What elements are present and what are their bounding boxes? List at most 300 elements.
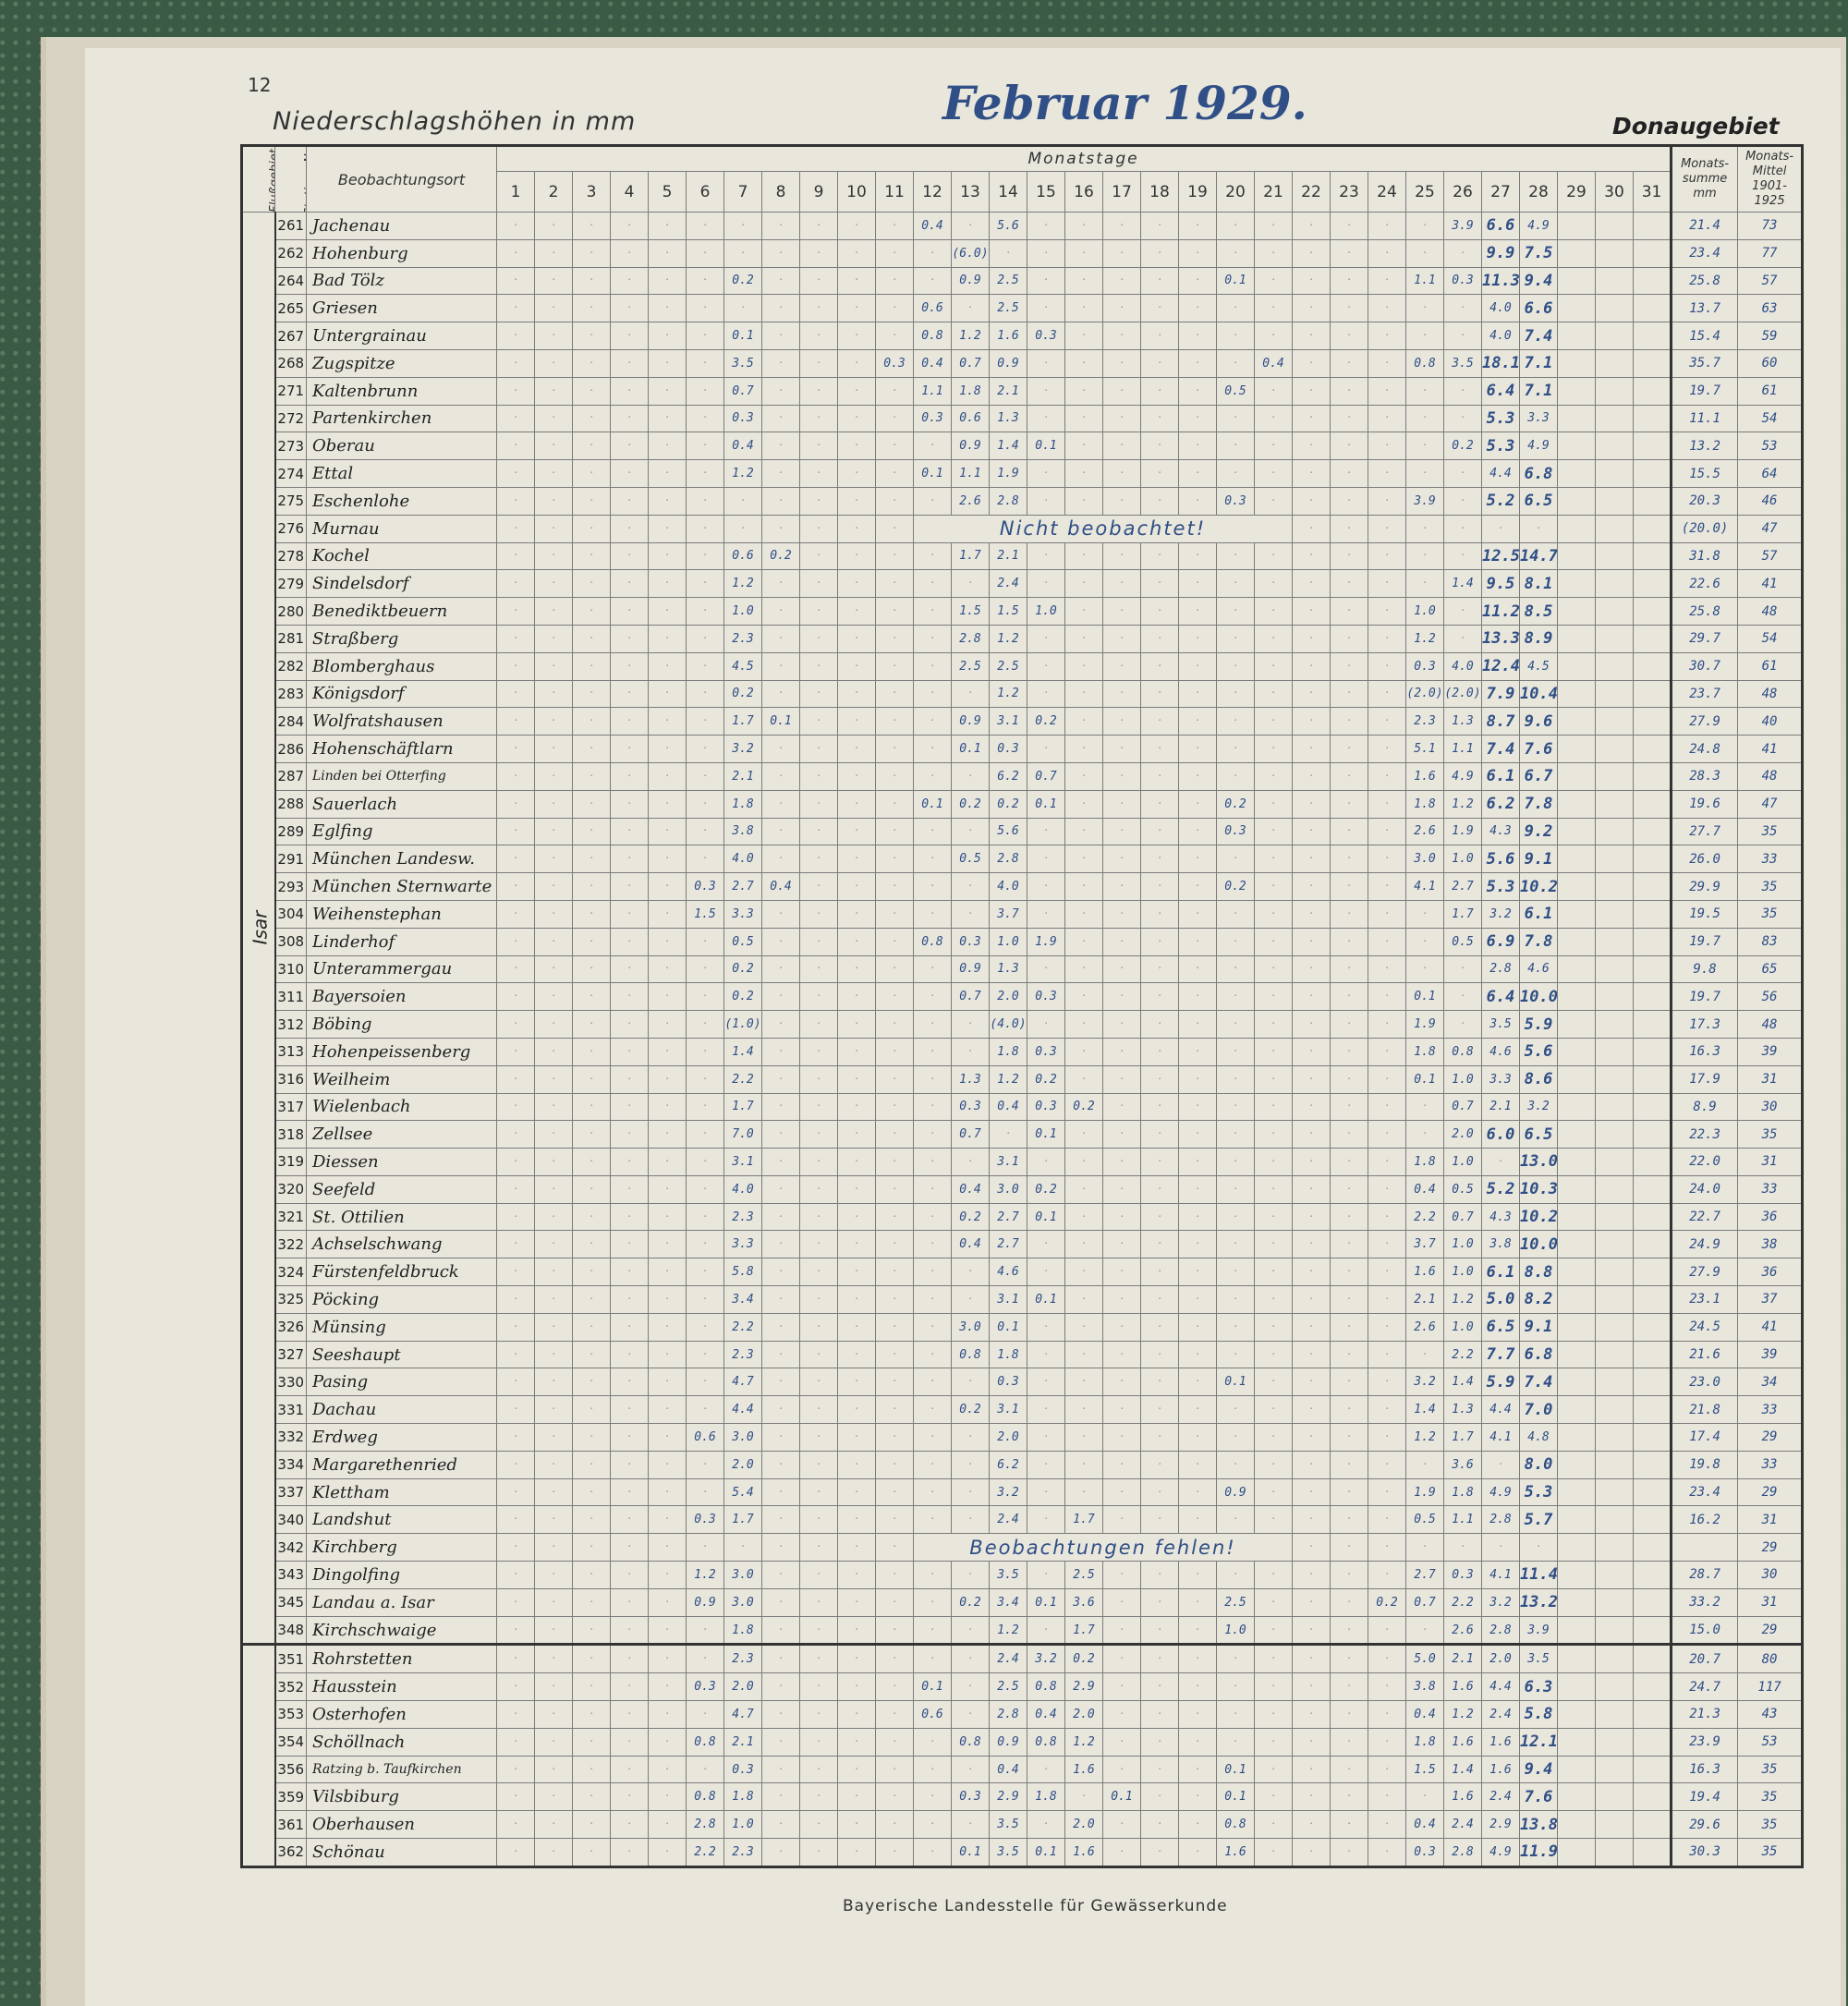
day-cell: ·: [1065, 873, 1103, 901]
day-cell: ·: [1406, 460, 1444, 488]
day-cell: ·: [573, 267, 611, 295]
day-cell: 10.2: [1520, 1203, 1558, 1231]
day-cell: ·: [649, 1121, 687, 1149]
station-name: Sindelsdorf: [307, 570, 497, 598]
day-cell: [1634, 1065, 1672, 1093]
day-cell: ·: [687, 515, 724, 542]
day-cell: ·: [1141, 1451, 1179, 1478]
day-cell: ·: [611, 1121, 649, 1149]
station-name: Weilheim: [307, 1065, 497, 1093]
day-cell: ·: [1179, 349, 1217, 377]
station-name: Eglfing: [307, 818, 497, 845]
day-cell: ·: [1065, 267, 1103, 295]
monthly-sum: 27.7: [1672, 818, 1738, 845]
day-cell: ·: [1217, 1341, 1255, 1368]
day-cell: [1558, 322, 1596, 350]
day-cell: ·: [1027, 955, 1065, 983]
day-cell: 2.0: [1065, 1811, 1103, 1839]
table-row: [242, 1839, 1803, 1867]
day-cell: 1.1: [1406, 267, 1444, 295]
day-cell: [1634, 1011, 1672, 1039]
day-cell: ·: [1179, 762, 1217, 790]
day-cell: 1.0: [990, 928, 1027, 955]
day-cell: ·: [838, 1756, 876, 1783]
day-cell: ·: [762, 239, 800, 267]
day-cell: [1558, 1534, 1596, 1562]
day-cell: 0.4: [990, 1093, 1027, 1121]
day-cell: ·: [1331, 267, 1368, 295]
station-number: 325: [275, 1286, 307, 1314]
day-cell: ·: [1065, 1313, 1103, 1341]
day-cell: ·: [762, 1673, 800, 1701]
day-cell: ·: [1103, 1149, 1141, 1176]
day-cell: ·: [1255, 570, 1293, 598]
day-cell: 12.1: [1520, 1728, 1558, 1756]
day-cell: 0.4: [914, 349, 952, 377]
day-cell: ·: [535, 432, 573, 460]
monthly-sum: 24.5: [1672, 1313, 1738, 1341]
day-cell: ·: [649, 432, 687, 460]
day-cell: ·: [876, 1811, 914, 1839]
day-cell: ·: [1331, 1011, 1368, 1039]
day-cell: ·: [535, 680, 573, 708]
station-name: Ratzing b. Taufkirchen: [307, 1756, 497, 1783]
day-cell: ·: [611, 515, 649, 542]
station-name: Wielenbach: [307, 1093, 497, 1121]
monthly-mean: 31: [1738, 1506, 1803, 1534]
day-cell: ·: [1179, 708, 1217, 736]
day-cell: ·: [1255, 1011, 1293, 1039]
day-cell: ·: [1141, 1424, 1179, 1452]
day-cell: 2.6: [952, 487, 990, 515]
day-cell: 2.2: [724, 1313, 762, 1341]
day-cell: ·: [1255, 1149, 1293, 1176]
day-cell: ·: [1293, 295, 1331, 322]
day-cell: 4.0: [724, 845, 762, 873]
day-cell: 3.4: [724, 1286, 762, 1314]
monthly-sum: 23.9: [1672, 1728, 1738, 1756]
day-cell: ·: [1255, 625, 1293, 652]
station-number: 274: [275, 460, 307, 488]
day-cell: ·: [611, 652, 649, 680]
day-cell: ·: [1217, 900, 1255, 928]
day-cell: 7.1: [1520, 377, 1558, 405]
day-cell: ·: [1331, 1616, 1368, 1645]
day-cell: 2.6: [1406, 1313, 1444, 1341]
day-cell: 0.1: [762, 708, 800, 736]
day-cell: ·: [1368, 1839, 1406, 1867]
monthly-mean: 29: [1738, 1534, 1803, 1562]
day-cell: 10.2: [1520, 873, 1558, 901]
day-cell: ·: [1179, 542, 1217, 570]
day-cell: ·: [1065, 1258, 1103, 1286]
day-cell: ·: [952, 1673, 990, 1701]
day-cell: ·: [838, 762, 876, 790]
monthly-sum: 21.4: [1672, 213, 1738, 240]
day-cell: ·: [1103, 542, 1141, 570]
day-cell: ·: [1368, 1396, 1406, 1424]
day-cell: 1.9: [990, 460, 1027, 488]
day-cell: [1596, 736, 1634, 763]
day-cell: 1.9: [1444, 818, 1482, 845]
monthly-sum: 21.8: [1672, 1396, 1738, 1424]
day-cell: ·: [876, 322, 914, 350]
day-cell: ·: [724, 515, 762, 542]
day-cell: ·: [687, 983, 724, 1011]
day-cell: 0.7: [1444, 1203, 1482, 1231]
header-day-17: 17: [1103, 172, 1141, 213]
day-cell: 3.2: [1406, 1368, 1444, 1396]
day-cell: ·: [573, 1451, 611, 1478]
day-cell: 9.4: [1520, 1756, 1558, 1783]
day-cell: ·: [611, 1424, 649, 1452]
day-cell: 0.2: [1027, 1175, 1065, 1203]
day-cell: [1558, 1313, 1596, 1341]
day-cell: 0.2: [724, 983, 762, 1011]
table-row: [242, 1258, 1803, 1286]
station-number: 342: [275, 1534, 307, 1562]
day-cell: (2.0): [1444, 680, 1482, 708]
day-cell: ·: [838, 708, 876, 736]
day-cell: ·: [800, 736, 838, 763]
day-cell: ·: [1027, 542, 1065, 570]
day-cell: ·: [1255, 1616, 1293, 1645]
monthly-mean: 65: [1738, 955, 1803, 983]
day-cell: ·: [649, 487, 687, 515]
day-cell: ·: [914, 598, 952, 626]
day-cell: ·: [876, 1396, 914, 1424]
day-cell: 1.6: [1444, 1728, 1482, 1756]
day-cell: ·: [687, 762, 724, 790]
day-cell: ·: [1141, 598, 1179, 626]
day-cell: ·: [497, 1728, 535, 1756]
day-cell: ·: [1331, 762, 1368, 790]
day-cell: 0.5: [1217, 377, 1255, 405]
day-cell: [1596, 1588, 1634, 1616]
day-cell: [1596, 598, 1634, 626]
day-cell: 0.6: [914, 295, 952, 322]
day-cell: ·: [1065, 1451, 1103, 1478]
day-cell: ·: [1368, 1673, 1406, 1701]
day-cell: ·: [876, 213, 914, 240]
day-cell: ·: [1103, 1451, 1141, 1478]
header-day-11: 11: [876, 172, 914, 213]
day-cell: ·: [535, 955, 573, 983]
header-left: Niederschlagshöhen in mm: [273, 107, 637, 136]
day-cell: 0.1: [724, 322, 762, 350]
day-cell: ·: [1217, 598, 1255, 626]
day-cell: ·: [1331, 1506, 1368, 1534]
day-cell: ·: [1179, 790, 1217, 818]
station-number: 293: [275, 873, 307, 901]
day-cell: 1.2: [724, 570, 762, 598]
day-cell: ·: [1027, 845, 1065, 873]
day-cell: ·: [1103, 267, 1141, 295]
day-cell: ·: [573, 295, 611, 322]
day-cell: ·: [573, 1396, 611, 1424]
day-cell: ·: [1368, 762, 1406, 790]
day-cell: 0.4: [724, 432, 762, 460]
day-cell: ·: [687, 1258, 724, 1286]
station-number: 318: [275, 1121, 307, 1149]
day-cell: ·: [876, 515, 914, 542]
day-cell: 4.1: [1482, 1424, 1520, 1452]
day-cell: 0.1: [1103, 1783, 1141, 1811]
day-cell: ·: [1179, 487, 1217, 515]
header-day-6: 6: [687, 172, 724, 213]
day-cell: 4.5: [1520, 652, 1558, 680]
day-cell: 3.1: [990, 1286, 1027, 1314]
day-cell: ·: [611, 1396, 649, 1424]
page-title: Februar 1929.: [942, 76, 1307, 130]
day-cell: ·: [1331, 1478, 1368, 1506]
day-cell: ·: [762, 405, 800, 432]
station-name: Bayersoien: [307, 983, 497, 1011]
day-cell: ·: [687, 1451, 724, 1478]
day-cell: 4.0: [1482, 322, 1520, 350]
day-cell: ·: [990, 1121, 1027, 1149]
day-cell: ·: [1255, 1231, 1293, 1258]
day-cell: 1.8: [1027, 1783, 1065, 1811]
day-cell: ·: [1331, 1231, 1368, 1258]
day-cell: ·: [1293, 845, 1331, 873]
day-cell: ·: [611, 1478, 649, 1506]
day-cell: ·: [838, 983, 876, 1011]
day-cell: ·: [687, 1313, 724, 1341]
day-cell: ·: [800, 1562, 838, 1589]
day-cell: ·: [1444, 542, 1482, 570]
day-cell: 4.4: [724, 1396, 762, 1424]
day-cell: ·: [649, 1701, 687, 1729]
station-name: Kirchschwaige: [307, 1616, 497, 1645]
day-cell: ·: [1141, 1175, 1179, 1203]
day-cell: 0.4: [952, 1175, 990, 1203]
day-cell: ·: [497, 1038, 535, 1065]
day-cell: ·: [497, 267, 535, 295]
day-cell: ·: [1027, 1811, 1065, 1839]
day-cell: ·: [1217, 955, 1255, 983]
day-cell: ·: [838, 1534, 876, 1562]
day-cell: ·: [876, 1839, 914, 1867]
day-cell: ·: [1065, 1203, 1103, 1231]
day-cell: 4.6: [990, 1258, 1027, 1286]
day-cell: ·: [762, 598, 800, 626]
day-cell: 8.8: [1520, 1258, 1558, 1286]
station-number: 278: [275, 542, 307, 570]
day-cell: ·: [838, 405, 876, 432]
day-cell: ·: [611, 1175, 649, 1203]
table-row: [242, 1038, 1803, 1065]
day-cell: ·: [1103, 983, 1141, 1011]
day-cell: 7.8: [1520, 790, 1558, 818]
day-cell: 0.6: [914, 1701, 952, 1729]
day-cell: ·: [1255, 652, 1293, 680]
table-row: [242, 1616, 1803, 1645]
day-cell: ·: [1331, 1396, 1368, 1424]
day-cell: 2.0: [1444, 1121, 1482, 1149]
day-cell: ·: [1103, 818, 1141, 845]
header-day-18: 18: [1141, 172, 1179, 213]
day-cell: 0.3: [687, 1673, 724, 1701]
day-cell: 0.3: [990, 1368, 1027, 1396]
day-cell: 0.4: [1027, 1701, 1065, 1729]
day-cell: ·: [573, 736, 611, 763]
day-cell: 2.1: [724, 762, 762, 790]
monthly-sum: 24.0: [1672, 1175, 1738, 1203]
day-cell: ·: [876, 1313, 914, 1341]
table-row: [242, 1811, 1803, 1839]
day-cell: ·: [573, 900, 611, 928]
day-cell: 4.8: [1520, 1424, 1558, 1452]
day-cell: ·: [1406, 1451, 1444, 1478]
day-cell: ·: [1179, 1588, 1217, 1616]
day-cell: ·: [1406, 1093, 1444, 1121]
day-cell: 1.0: [1444, 1149, 1482, 1176]
day-cell: ·: [800, 928, 838, 955]
day-cell: ·: [1368, 625, 1406, 652]
station-name: Oberhausen: [307, 1811, 497, 1839]
day-cell: ·: [611, 570, 649, 598]
day-cell: ·: [535, 1175, 573, 1203]
day-cell: [1558, 1811, 1596, 1839]
day-cell: ·: [1368, 1231, 1406, 1258]
day-cell: [1596, 1093, 1634, 1121]
day-cell: ·: [1406, 322, 1444, 350]
day-cell: [1634, 239, 1672, 267]
day-cell: ·: [1368, 983, 1406, 1011]
day-cell: ·: [1141, 736, 1179, 763]
day-cell: ·: [611, 680, 649, 708]
day-cell: ·: [573, 680, 611, 708]
day-cell: 5.0: [1406, 1645, 1444, 1673]
day-cell: [1596, 762, 1634, 790]
day-cell: 1.2: [952, 322, 990, 350]
day-cell: ·: [1065, 432, 1103, 460]
day-cell: ·: [535, 873, 573, 901]
day-cell: [1558, 1616, 1596, 1645]
day-cell: 0.2: [990, 790, 1027, 818]
station-name: Seefeld: [307, 1175, 497, 1203]
day-cell: ·: [535, 625, 573, 652]
day-cell: 4.9: [1444, 762, 1482, 790]
day-cell: 7.0: [1520, 1396, 1558, 1424]
day-cell: ·: [535, 239, 573, 267]
day-cell: ·: [497, 1065, 535, 1093]
day-cell: [1596, 1756, 1634, 1783]
day-cell: ·: [1103, 349, 1141, 377]
day-cell: ·: [611, 239, 649, 267]
day-cell: ·: [762, 1562, 800, 1589]
day-cell: ·: [535, 1756, 573, 1783]
day-cell: ·: [1331, 1341, 1368, 1368]
day-cell: ·: [687, 239, 724, 267]
day-cell: ·: [876, 1231, 914, 1258]
day-cell: ·: [1331, 680, 1368, 708]
day-cell: ·: [1255, 1645, 1293, 1673]
day-cell: ·: [876, 1175, 914, 1203]
station-number: 327: [275, 1341, 307, 1368]
day-cell: ·: [497, 460, 535, 488]
day-cell: ·: [1027, 1562, 1065, 1589]
day-cell: ·: [1103, 652, 1141, 680]
day-cell: 0.9: [990, 1728, 1027, 1756]
day-cell: ·: [611, 487, 649, 515]
day-cell: 0.1: [1027, 432, 1065, 460]
day-cell: ·: [1141, 1203, 1179, 1231]
day-cell: 9.6: [1520, 708, 1558, 736]
day-cell: 0.8: [687, 1728, 724, 1756]
day-cell: [1634, 1424, 1672, 1452]
day-cell: ·: [1065, 928, 1103, 955]
day-cell: ·: [1103, 239, 1141, 267]
day-cell: 4.9: [1482, 1839, 1520, 1867]
day-cell: ·: [1368, 570, 1406, 598]
day-cell: ·: [800, 1011, 838, 1039]
day-cell: ·: [1217, 1011, 1255, 1039]
day-cell: ·: [838, 349, 876, 377]
day-cell: ·: [1065, 652, 1103, 680]
monthly-sum: 17.3: [1672, 1011, 1738, 1039]
day-cell: [1596, 405, 1634, 432]
day-cell: 0.4: [1406, 1175, 1444, 1203]
day-cell: ·: [1368, 818, 1406, 845]
station-number: 286: [275, 736, 307, 763]
day-cell: ·: [1217, 1396, 1255, 1424]
station-name: Unterammergau: [307, 955, 497, 983]
day-cell: 2.4: [990, 1506, 1027, 1534]
day-cell: ·: [1027, 1396, 1065, 1424]
day-cell: ·: [497, 1093, 535, 1121]
day-cell: ·: [914, 1588, 952, 1616]
day-cell: ·: [1179, 1811, 1217, 1839]
day-cell: ·: [1141, 1673, 1179, 1701]
day-cell: [1558, 515, 1596, 542]
day-cell: 2.2: [724, 1065, 762, 1093]
day-cell: ·: [1293, 1588, 1331, 1616]
day-cell: ·: [1065, 1478, 1103, 1506]
day-cell: 7.9: [1482, 680, 1520, 708]
day-cell: 6.6: [1482, 213, 1520, 240]
day-cell: ·: [1103, 1286, 1141, 1314]
day-cell: ·: [1027, 873, 1065, 901]
day-cell: 7.4: [1482, 736, 1520, 763]
day-cell: 11.4: [1520, 1562, 1558, 1589]
day-cell: 1.0: [1444, 1065, 1482, 1093]
day-cell: ·: [611, 1811, 649, 1839]
day-cell: [1596, 1451, 1634, 1478]
day-cell: ·: [1027, 1149, 1065, 1176]
day-cell: ·: [1293, 1231, 1331, 1258]
day-cell: ·: [687, 1093, 724, 1121]
day-cell: ·: [724, 487, 762, 515]
day-cell: 1.6: [1065, 1756, 1103, 1783]
table-row: [242, 267, 1803, 295]
day-cell: ·: [497, 900, 535, 928]
day-cell: 1.0: [1444, 1313, 1482, 1341]
day-cell: ·: [800, 405, 838, 432]
day-cell: ·: [914, 1286, 952, 1314]
day-cell: ·: [1293, 349, 1331, 377]
day-cell: ·: [1293, 1121, 1331, 1149]
monthly-sum: 23.4: [1672, 239, 1738, 267]
day-cell: ·: [1141, 762, 1179, 790]
day-cell: ·: [1331, 1839, 1368, 1867]
day-cell: ·: [1482, 1149, 1520, 1176]
day-cell: 5.7: [1520, 1506, 1558, 1534]
day-cell: ·: [876, 542, 914, 570]
day-cell: ·: [1406, 515, 1444, 542]
day-cell: [1634, 1783, 1672, 1811]
